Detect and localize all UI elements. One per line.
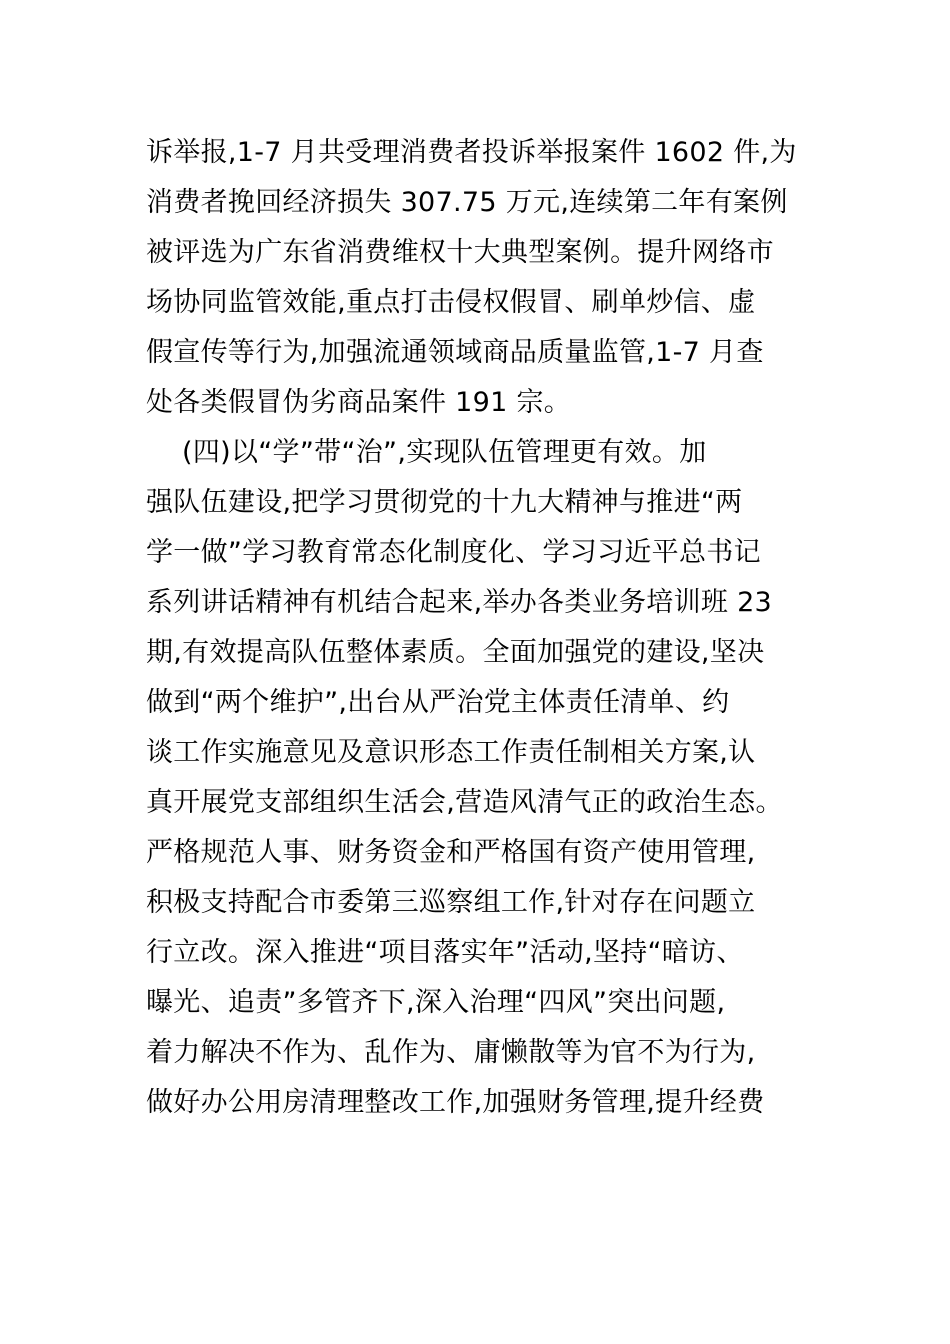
section-heading-line: (四)以“学”带“治”,实现队伍管理更有效。加 (182, 437, 707, 468)
text-line: 做好办公用房清理整改工作,加强财务管理,提升经费 (146, 1087, 765, 1118)
text-line: 真开展党支部组织生活会,营造风清气正的政治生态。 (146, 787, 783, 818)
text-line: 着力解决不作为、乱作为、庸懒散等为官不为行为, (146, 1037, 756, 1068)
text-line: 曝光、追责”多管齐下,深入治理“四风”突出问题, (146, 987, 726, 1018)
text-line: 期,有效提高队伍整体素质。全面加强党的建设,坚决 (146, 637, 765, 668)
text-line: 处各类假冒伪劣商品案件 191 宗。 (146, 387, 572, 418)
text-line: 场协同监管效能,重点打击侵权假冒、刷单炒信、虚 (146, 287, 756, 318)
text-line: 消费者挽回经济损失 307.75 万元,连续第二年有案例 (146, 187, 788, 218)
text-line: 积极支持配合市委第三巡察组工作,针对存在问题立 (146, 887, 756, 918)
text-line: 强队伍建设,把学习贯彻党的十九大精神与推进“两 (146, 487, 743, 518)
text-line: 被评选为广东省消费维权十大典型案例。提升网络市 (146, 237, 774, 268)
document-body (146, 128, 826, 1128)
text-line: 系列讲话精神有机结合起来,举办各类业务培训班 23 (146, 587, 773, 618)
text-line: 严格规范人事、财务资金和严格国有资产使用管理, (146, 837, 756, 868)
text-line: 学一做”学习教育常态化制度化、学习习近平总书记 (146, 537, 761, 568)
text-line: 假宣传等行为,加强流通领域商品质量监管,1-7 月查 (146, 337, 764, 368)
text-line: 做到“两个维护”,出台从严治党主体责任清单、约 (146, 687, 730, 718)
text-line: 谈工作实施意见及意识形态工作责任制相关方案,认 (146, 737, 756, 768)
text-line: 诉举报,1-7 月共受理消费者投诉举报案件 1602 件,为 (146, 137, 797, 168)
text-line: 行立改。深入推进“项目落实年”活动,坚持“暗访、 (146, 937, 744, 968)
